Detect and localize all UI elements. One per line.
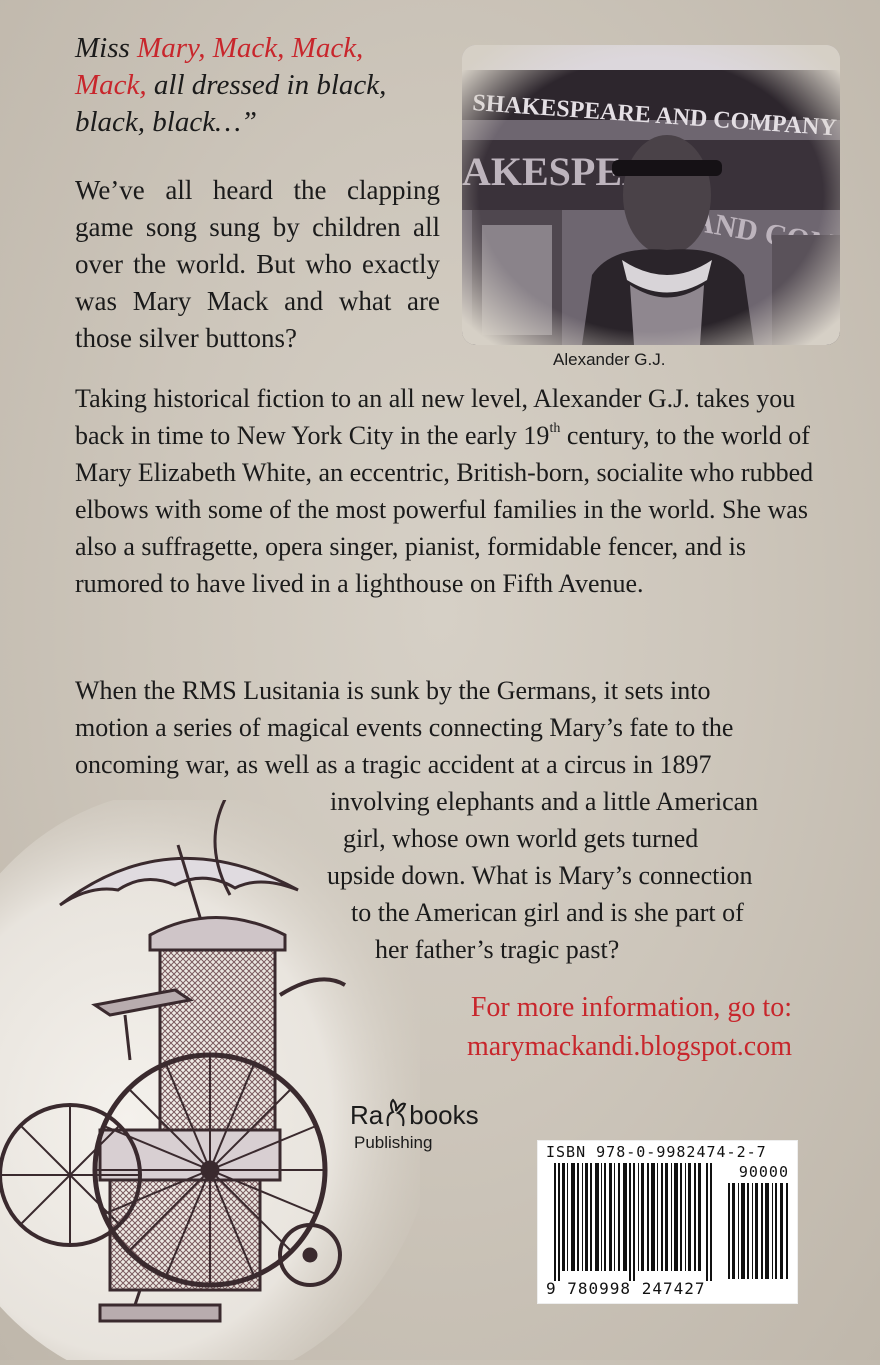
- isbn-text: ISBN 978-0-9982474-2-7: [546, 1143, 767, 1161]
- barcode-bars: [554, 1163, 714, 1281]
- author-photo: [462, 45, 840, 345]
- publisher-logo: [350, 1098, 479, 1153]
- publisher-name-left: Ra: [350, 1100, 384, 1130]
- photo-caption: Alexander G.J.: [553, 350, 666, 369]
- p2-line-1: When the RMS Lusitania is sunk by the Germans, it sets into: [75, 676, 711, 705]
- p2-line-6: upside down. What is Mary’s connection: [327, 861, 753, 890]
- publisher-name: [350, 1098, 479, 1131]
- publisher-sub: Publishing: [354, 1133, 433, 1152]
- synopsis-paragraph-2: [75, 672, 815, 968]
- p2-line-4: involving elephants and a little American: [330, 787, 759, 816]
- p2-line-2: motion a series of magical events connecting Mary’s fate to the: [75, 713, 734, 742]
- rabbit-icon: [383, 1098, 409, 1128]
- isbn-barcode: [537, 1140, 798, 1304]
- quote-text-1: Miss: [75, 32, 138, 64]
- p2-line-8: her father’s tragic past?: [375, 935, 620, 964]
- blog-url: marymackandi.blogspot.com: [466, 1031, 792, 1062]
- p2-line-5: girl, whose own world gets turned: [343, 824, 699, 853]
- price-barcode-bars: [728, 1183, 790, 1279]
- publisher-name-right: books: [409, 1100, 479, 1130]
- ean-number: 9 780998 247427: [546, 1279, 706, 1298]
- opening-quote: [75, 30, 435, 141]
- p1-superscript: th: [549, 421, 561, 437]
- p1-text-b: century, to the world of Mary Elizabeth White, an eccentric, British-born, socialite who rubbed elbows with some of the most powerful families in the world. She was also a suffragette, opera singer, pianist, formidable fencer, and is rumored to have lived in a lighthouse on Fifth Avenue.: [75, 421, 814, 598]
- p2-line-7: to the American girl and is she part of: [351, 898, 744, 927]
- p2-line-3: oncoming war, as well as a tragic accident at a circus in 1897: [75, 750, 712, 779]
- p1-text-a: Taking historical fiction to an all new level, Alexander G.J. takes you back in time to New York City in the early 19: [75, 384, 796, 450]
- quote-text-red: Mary, Mack, Mack, Mack,: [75, 32, 364, 101]
- quote-text-2: all dressed in black, black, black…”: [75, 69, 387, 138]
- intro-paragraph: We’ve all heard the clapping game song sung by children all over the world. But who exactly was Mary Mack and what are those silver buttons?: [75, 175, 440, 353]
- price-code: 90000: [738, 1163, 789, 1181]
- more-info: [380, 988, 792, 1066]
- more-info-label: For more information, go to:: [470, 992, 792, 1023]
- synopsis-paragraph-1: [75, 380, 815, 602]
